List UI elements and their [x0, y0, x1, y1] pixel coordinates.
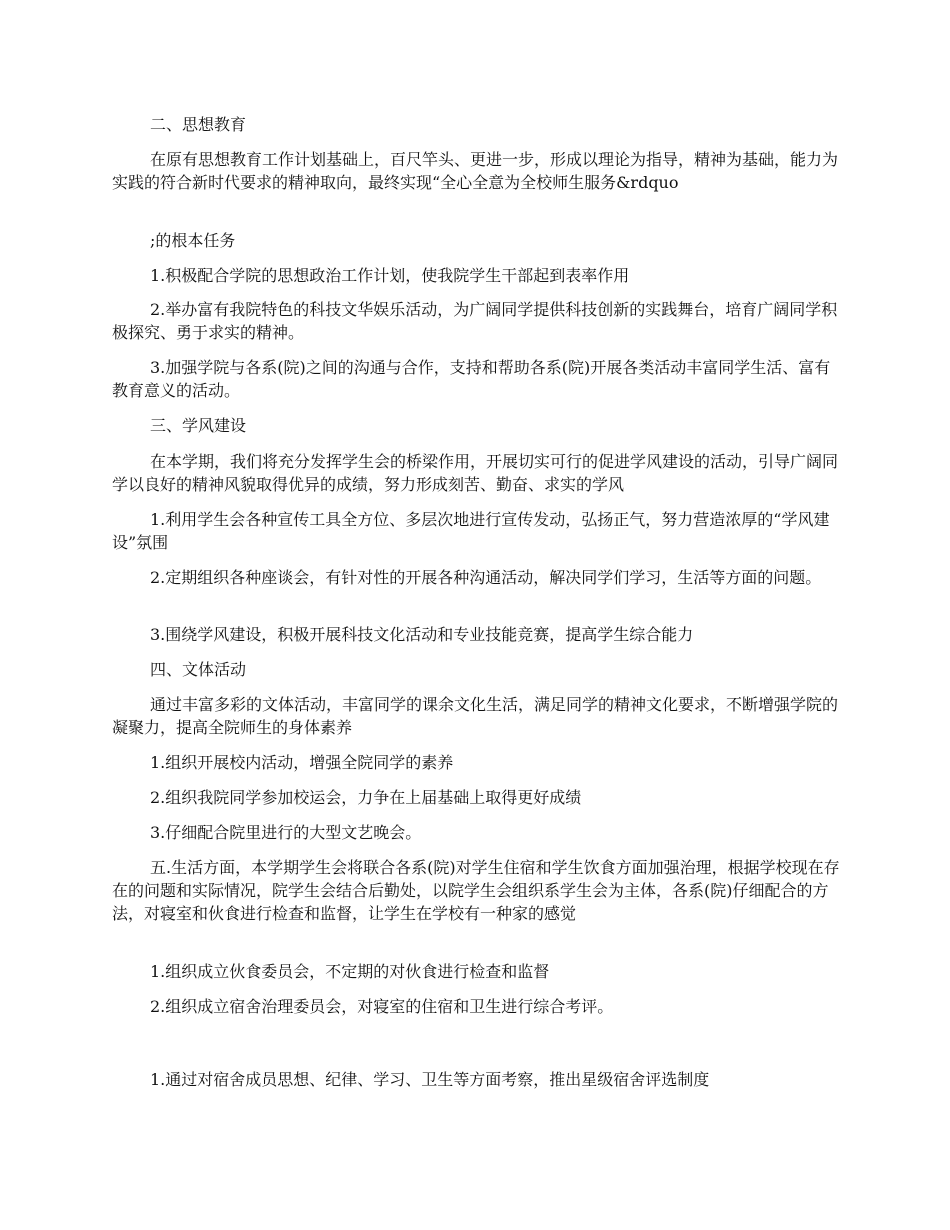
paragraph-sports-intro: 通过丰富多彩的文体活动，丰富同学的课余文化生活，满足同学的精神文化要求，不断增强学院的凝聚力，提高全院师生的身体素养	[112, 695, 839, 737]
paragraph-study-style-intro: 在本学期，我们将充分发挥学生会的桥梁作用，开展切实可行的促进学风建设的活动，引导广阔同学以良好的精神风貌取得优异的成绩，努力形成刻苦、勤奋、求实的学风	[112, 452, 839, 494]
paragraph-ideology-intro-continued: ;的根本任务	[150, 231, 236, 250]
list-item-sports-1: 1.组织开展校内活动，增强全院同学的素养	[150, 753, 454, 772]
section-heading-study-style: 三、学风建设	[150, 416, 247, 435]
list-item-living-2: 2.组织成立宿舍治理委员会，对寝室的住宿和卫生进行综合考评。	[150, 997, 614, 1016]
list-item-ideology-2: 2.举办富有我院特色的科技文华娱乐活动，为广阔同学提供科技创新的实践舞台，培育广阔同学积极探究、勇于求实的精神。	[112, 300, 838, 342]
list-item-sports-3: 3.仔细配合院里进行的大型文艺晚会。	[150, 823, 422, 842]
paragraph-living-intro: 五.生活方面，本学期学生会将联合各系(院)对学生住宿和学生饮食方面加强治理，根据学校现在存在的问题和实际情况，院学生会结合后勤处，以院学生会组织系学生会为主体，各系(院)仔细配合的方法，对寝室和伙食进行检查和监督，让学生在学校有一种家的感觉	[112, 858, 840, 923]
list-item-sports-2: 2.组织我院同学参加校运会，力争在上届基础上取得更好成绩	[150, 788, 582, 807]
list-item-study-style-3: 3.围绕学风建设，积极开展科技文化活动和专业技能竞赛，提高学生综合能力	[150, 625, 694, 644]
section-heading-sports: 四、文体活动	[150, 660, 247, 679]
list-item-study-style-1: 1.利用学生会各种宣传工具全方位、多层次地进行宣传发动，弘扬正气，努力营造浓厚的“学风建设”氛围	[112, 510, 830, 552]
list-item-living-sub-1: 1.通过对宿舍成员思想、纪律、学习、卫生等方面考察，推出星级宿舍评选制度	[150, 1070, 710, 1089]
list-item-living-1: 1.组织成立伙食委员会，不定期的对伙食进行检查和监督	[150, 962, 550, 981]
paragraph-ideology-intro: 在原有思想教育工作计划基础上，百尺竿头、更进一步，形成以理论为指导，精神为基础，能力为实践的符合新时代要求的精神取向，最终实现“全心全意为全校师生服务&rdquo	[112, 150, 839, 192]
list-item-study-style-2: 2.定期组织各种座谈会，有针对性的开展各种沟通活动，解决同学们学习，生活等方面的问题。	[150, 568, 822, 587]
list-item-ideology-3: 3.加强学院与各系(院)之间的沟通与合作，支持和帮助各系(院)开展各类活动丰富同学生活、富有教育意义的活动。	[112, 358, 831, 400]
section-heading-ideology: 二、思想教育	[150, 115, 247, 134]
list-item-ideology-1: 1.积极配合学院的思想政治工作计划，使我院学生干部起到表率作用	[150, 266, 630, 285]
